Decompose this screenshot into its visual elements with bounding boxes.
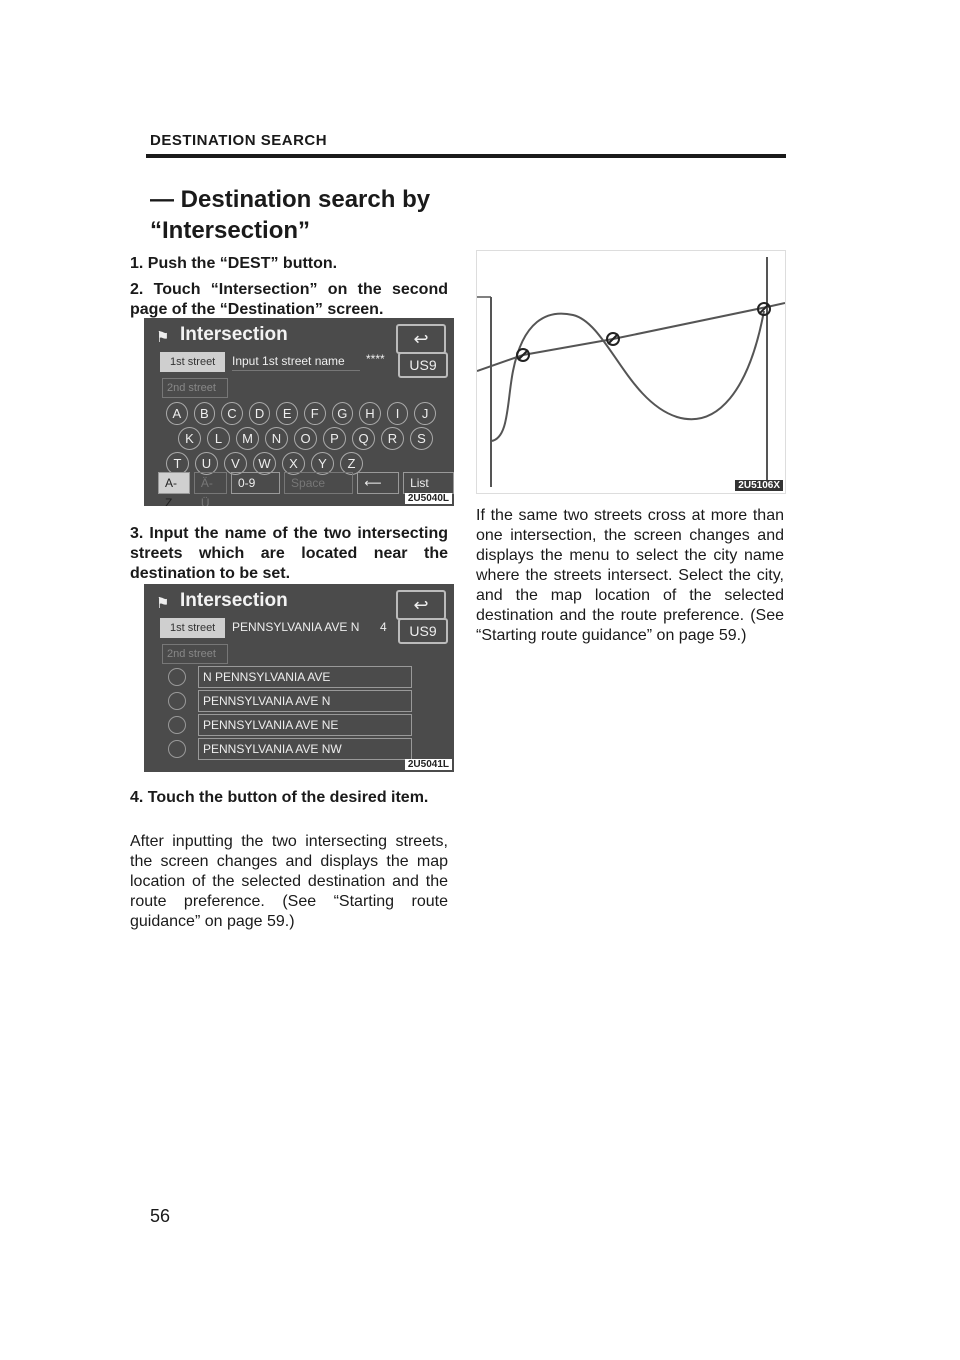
step-2: 2. Touch “Intersection” on the second page of the “Destination” screen. (130, 281, 448, 318)
char-count: **** (366, 352, 385, 366)
list-button[interactable]: List (403, 472, 454, 494)
step-3: 3. Input the name of the two intersecting streets which are located near the destination to be set. (130, 525, 448, 582)
page-title (150, 184, 430, 246)
page-number: 56 (150, 1206, 171, 1226)
first-street-button[interactable]: 1st street (160, 618, 225, 638)
intersection-input-screen (144, 318, 454, 506)
key-v[interactable]: V (224, 452, 247, 475)
back-button[interactable]: ↩ (396, 590, 446, 620)
key-o[interactable]: O (294, 427, 317, 450)
screen-title: Intersection (180, 590, 288, 611)
result-item-1[interactable]: N PENNSYLVANIA AVE (198, 666, 412, 688)
header-rule (146, 154, 786, 158)
intersection-diagram (476, 250, 786, 494)
key-m[interactable]: M (236, 427, 259, 450)
page-title-line1: — Destination search by (150, 186, 431, 213)
result-item-4[interactable]: PENNSYLVANIA AVE NW (198, 738, 412, 760)
key-b[interactable]: B (194, 402, 216, 425)
result-3-marker (168, 716, 186, 734)
first-street-value: Input 1st street name (232, 354, 345, 368)
street-b (491, 311, 764, 441)
result-count: 4 (380, 620, 387, 634)
key-k[interactable]: K (178, 427, 201, 450)
key-a[interactable]: A (166, 402, 188, 425)
key-c[interactable]: C (221, 402, 243, 425)
back-button[interactable]: ↩ (396, 324, 446, 354)
first-street-button[interactable]: 1st street (160, 352, 225, 372)
key-h[interactable]: H (359, 402, 381, 425)
first-street-underline (232, 370, 360, 371)
intersection-diagram-svg (477, 251, 785, 493)
key-z[interactable]: Z (340, 452, 363, 475)
step-1: 1. Push the “DEST” button. (130, 255, 338, 272)
flag-icon: ⚑ (156, 329, 170, 346)
key-d[interactable]: D (249, 402, 271, 425)
keyboard-row-1 (166, 402, 436, 425)
screen-title: Intersection (180, 324, 288, 345)
keyboard-row-2 (178, 427, 436, 450)
key-i[interactable]: I (387, 402, 409, 425)
key-t[interactable]: T (166, 452, 189, 475)
key-j[interactable]: J (414, 402, 436, 425)
result-item-3[interactable]: PENNSYLVANIA AVE NE (198, 714, 412, 736)
key-y[interactable]: Y (311, 452, 334, 475)
result-4-marker (168, 740, 186, 758)
backspace-button[interactable]: ⟵ (357, 472, 399, 494)
key-e[interactable]: E (276, 402, 298, 425)
page-title-line2: “Intersection” (150, 217, 311, 244)
result-1-marker (168, 668, 186, 686)
figure-code: 2U5040L (405, 493, 452, 504)
figure-code: 2U5106X (735, 480, 783, 491)
key-f[interactable]: F (304, 402, 326, 425)
section-header: DESTINATION SEARCH (150, 132, 328, 149)
mode-az-button[interactable]: A-Z (158, 472, 190, 494)
second-street-button[interactable]: 2nd street (162, 378, 228, 398)
first-street-value: PENNSYLVANIA AVE N (232, 620, 360, 634)
intersection-results-screen (144, 584, 454, 772)
mode-numbers-button[interactable]: 0-9 (231, 472, 280, 494)
key-p[interactable]: P (323, 427, 346, 450)
second-street-button[interactable]: 2nd street (162, 644, 228, 664)
key-g[interactable]: G (332, 402, 354, 425)
result-item-2[interactable]: PENNSYLVANIA AVE N (198, 690, 412, 712)
key-x[interactable]: X (282, 452, 305, 475)
key-r[interactable]: R (381, 427, 404, 450)
keyboard (166, 402, 436, 477)
key-w[interactable]: W (253, 452, 276, 475)
mode-accent-button[interactable]: Ä-Ü (194, 472, 227, 494)
key-q[interactable]: Q (352, 427, 375, 450)
key-n[interactable]: N (265, 427, 288, 450)
key-u[interactable]: U (195, 452, 218, 475)
key-s[interactable]: S (410, 427, 433, 450)
flag-icon: ⚑ (156, 595, 170, 612)
figure-code: 2U5041L (405, 759, 452, 770)
result-2-marker (168, 692, 186, 710)
step-4: 4. Touch the button of the desired item. (130, 789, 429, 806)
region-button[interactable]: US9 (398, 618, 448, 644)
step-4-body: After inputting the two intersecting streets, the screen changes and displays the map location of the selected destination and the route preference. (See “Starting route guidance” on page 59.) (130, 833, 448, 930)
region-button[interactable]: US9 (398, 352, 448, 378)
key-l[interactable]: L (207, 427, 230, 450)
space-button[interactable]: Space (284, 472, 353, 494)
right-column-body: If the same two streets cross at more than one intersection, the screen changes and displays the menu to select the city name where the streets intersect. Select the city, and the map location of the selected destination and the route preference. (See “Starting route guidance” on page 59.) (476, 507, 784, 644)
